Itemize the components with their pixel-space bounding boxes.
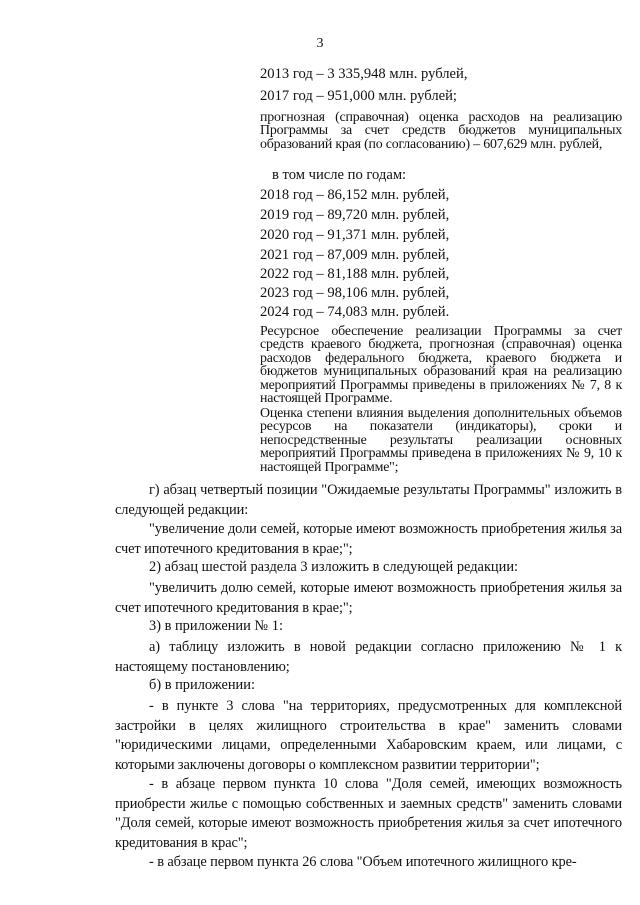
body-item-3: - в абзаце первом пункта 26 слова "Объем ипотечного жилищного кре- bbox=[149, 854, 577, 870]
body-item-2: - в абзаце первом пункта 10 слова "Доля семей, имеющих возможность приобрести жилье с помощью собственных и заемных средств" заменить словами "Доля семей, которые имеют возможность приобретения жилья за счет ипотечного кредитования в крас"; bbox=[115, 776, 622, 851]
resource-support-paragraph: Ресурсное обеспечение реализации Программы за счет средств краевого бюджета, прогнозная (справочная) оценка расходов федерального бюджета, краевого бюджета и бюджетов муниципальных образований края на реализацию мероприятий Программы приведены в приложениях № 7, 8 к настоящей Программе. bbox=[260, 324, 622, 407]
body-item-1: - в пункте 3 слова "на территориях, предусмотренных для комплексной застройки в целях жилищного строительства в крае" заменить словами "юридическими лицами, определенными Хабаровским краем, или лицами, с которыми заключены договоры о комплексном развитии территории"; bbox=[115, 698, 622, 773]
year-line-2013: 2013 год – 3 335,948 млн. рублей, bbox=[260, 66, 468, 82]
year-line-2021: 2021 год – 87,009 млн. рублей, bbox=[260, 247, 450, 263]
body-paragraph-a: а) таблицу изложить в новой редакции согласно приложению № 1 к настоящему постановлению; bbox=[115, 639, 622, 675]
body-paragraph-b: б) в приложении: bbox=[149, 677, 255, 693]
body-paragraph-quote-2: "увеличить долю семей, которые имеют возможность приобретения жилья за счет ипотечного кредитования в крае;"; bbox=[115, 580, 622, 616]
body-paragraph-3: 3) в приложении № 1: bbox=[149, 618, 283, 634]
year-line-2022: 2022 год – 81,188 млн. рублей, bbox=[260, 266, 450, 282]
assessment-paragraph: Оценка степени влияния выделения дополнительных объемов ресурсов на показатели (индикаторы), сроки и непосредственные результаты реализации основных мероприятий Программы приведена в приложениях № 9, 10 к настоящей Программе"; bbox=[260, 406, 622, 475]
year-line-2017: 2017 год – 951,000 млн. рублей; bbox=[260, 88, 457, 104]
municipal-budget-paragraph: прогнозная (справочная) оценка расходов на реализацию Программы за счет средств бюджетов муниципальных образований края (по согласованию) – 607,629 млн. рублей, bbox=[260, 110, 622, 152]
page-number: 3 bbox=[316, 36, 324, 51]
year-line-2024: 2024 год – 74,083 млн. рублей. bbox=[260, 304, 450, 320]
year-line-2023: 2023 год – 98,106 млн. рублей, bbox=[260, 285, 450, 301]
by-years-label: в том числе по годам: bbox=[272, 167, 407, 183]
year-line-2020: 2020 год – 91,371 млн. рублей, bbox=[260, 227, 450, 243]
year-line-2018: 2018 год – 86,152 млн. рублей, bbox=[260, 187, 450, 203]
body-paragraph-quote-1: "увеличение доли семей, которые имеют возможность приобретения жилья за счет ипотечного кредитования в крае;"; bbox=[115, 521, 622, 557]
body-paragraph-2: 2) абзац шестой раздела 3 изложить в следующей редакции: bbox=[149, 559, 519, 575]
year-line-2019: 2019 год – 89,720 млн. рублей, bbox=[260, 207, 450, 223]
body-paragraph-g: г) абзац четвертый позиции "Ожидаемые результаты Программы" изложить в следующей редакции: bbox=[115, 482, 622, 518]
